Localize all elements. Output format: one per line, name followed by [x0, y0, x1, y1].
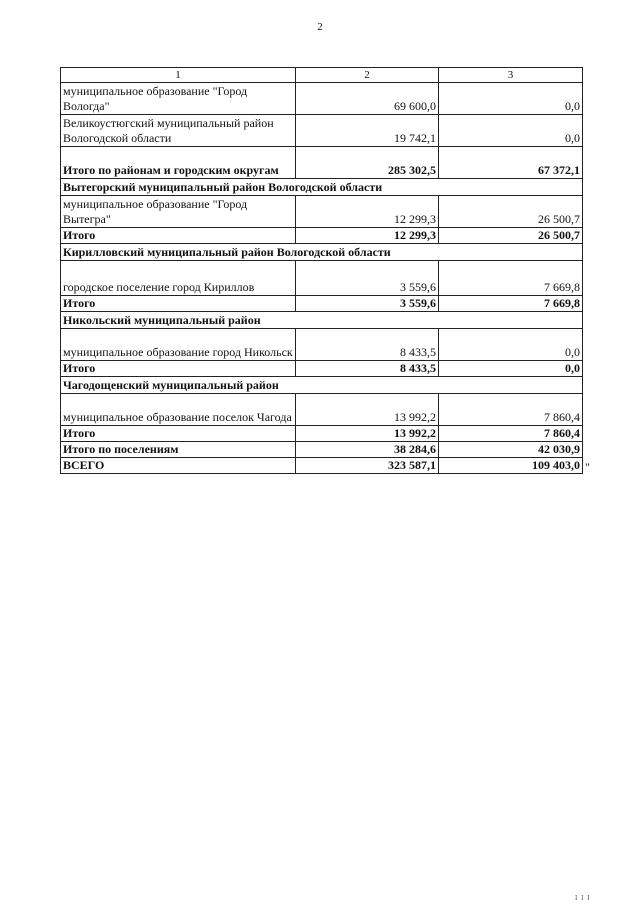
table-row — [61, 196, 583, 228]
row-value-col3: 26 500,7 — [439, 196, 583, 228]
section-title: Чагодощенский муниципальный район — [61, 377, 583, 394]
total-row — [61, 228, 583, 244]
table-header-row — [61, 68, 583, 83]
grand-total-value-col2: 323 587,1 — [296, 458, 439, 474]
section-title: Вытегорский муниципальный район Вологодской области — [61, 179, 583, 196]
total-value-col2: 3 559,6 — [296, 296, 439, 312]
section-title: Никольский муниципальный район — [61, 312, 583, 329]
total-row — [61, 147, 583, 179]
section-header-row — [61, 179, 583, 196]
grand-total-label: ВСЕГО — [61, 458, 296, 474]
budget-table — [60, 67, 583, 474]
total-label: Итого — [61, 361, 296, 377]
page-edge-mark: I I I — [575, 894, 591, 902]
closing-quote: " — [585, 460, 590, 474]
row-label: муниципальное образование город Никольск — [61, 329, 296, 361]
total-value-col3: 7 860,4 — [439, 426, 583, 442]
settlements-total-row — [61, 442, 583, 458]
section-header-row — [61, 377, 583, 394]
row-value-col3: 7 669,8 — [439, 261, 583, 296]
total-row — [61, 296, 583, 312]
total-value-col2: 13 992,2 — [296, 426, 439, 442]
row-value-col2: 3 559,6 — [296, 261, 439, 296]
total-label: Итого по районам и городским округам — [61, 147, 296, 179]
total-value-col2: 285 302,5 — [296, 147, 439, 179]
grand-total-row — [61, 458, 583, 474]
row-value-col2: 13 992,2 — [296, 394, 439, 426]
total-value-col3: 42 030,9 — [439, 442, 583, 458]
row-value-col2: 19 742,1 — [296, 115, 439, 147]
column-header: 2 — [296, 68, 439, 83]
section-header-row — [61, 312, 583, 329]
section-header-row — [61, 244, 583, 261]
total-value-col2: 38 284,6 — [296, 442, 439, 458]
page-number: 2 — [317, 21, 323, 33]
total-value-col3: 7 669,8 — [439, 296, 583, 312]
table-row — [61, 329, 583, 361]
row-label: Великоустюгский муниципальный район Вологодской области — [61, 115, 296, 147]
total-row — [61, 361, 583, 377]
total-value-col2: 12 299,3 — [296, 228, 439, 244]
row-label: муниципальное образование "Город Вытегра" — [61, 196, 296, 228]
table-row — [61, 394, 583, 426]
row-value-col2: 8 433,5 — [296, 329, 439, 361]
row-value-col2: 12 299,3 — [296, 196, 439, 228]
table-row — [61, 261, 583, 296]
total-label: Итого — [61, 296, 296, 312]
row-value-col2: 69 600,0 — [296, 83, 439, 115]
table-row — [61, 115, 583, 147]
column-header: 3 — [439, 68, 583, 83]
row-label: муниципальное образование "Город Вологда" — [61, 83, 296, 115]
total-value-col3: 67 372,1 — [439, 147, 583, 179]
total-label: Итого — [61, 426, 296, 442]
column-header: 1 — [61, 68, 296, 83]
total-value-col3: 26 500,7 — [439, 228, 583, 244]
row-label: городское поселение город Кириллов — [61, 261, 296, 296]
row-value-col3: 0,0 — [439, 83, 583, 115]
total-label: Итого — [61, 228, 296, 244]
total-label: Итого по поселениям — [61, 442, 296, 458]
row-value-col3: 0,0 — [439, 115, 583, 147]
section-title: Кирилловский муниципальный район Вологодской области — [61, 244, 583, 261]
total-value-col2: 8 433,5 — [296, 361, 439, 377]
table-row — [61, 83, 583, 115]
total-value-col3: 0,0 — [439, 361, 583, 377]
row-value-col3: 7 860,4 — [439, 394, 583, 426]
total-row — [61, 426, 583, 442]
row-label: муниципальное образование поселок Чагода — [61, 394, 296, 426]
row-value-col3: 0,0 — [439, 329, 583, 361]
grand-total-value-col3: 109 403,0 — [439, 458, 583, 474]
